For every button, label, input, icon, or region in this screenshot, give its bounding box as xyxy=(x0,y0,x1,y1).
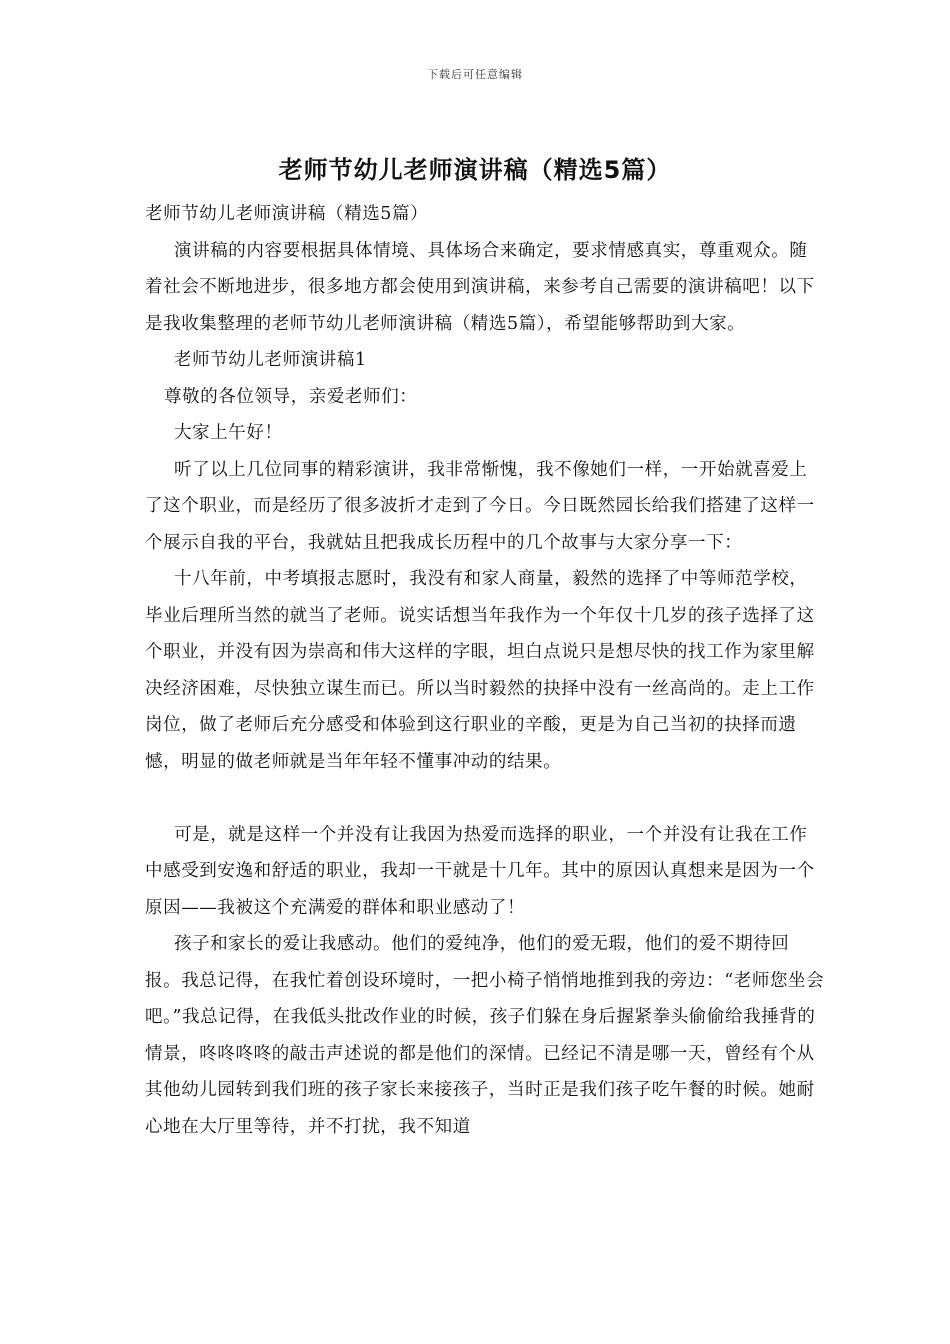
body-paragraph: 孩子和家长的爱让我感动。他们的爱纯净，他们的爱无瑕，他们的爱不期待回报。我总记得，在我忙着创设环境时，一把小椅子悄悄地推到我的旁边：“老师您坐会吧。”我总记得，在我低头批改作业的时候，孩子们躲在身后握紧拳头偷偷给我捶背的情景，咚咚咚咚的敲击声述说的都是他们的深情。已经记不清是哪一天，曾经有个从其他幼儿园转到我们班的孩子家长来接孩子，当时正是我们孩子吃午餐的时候。她耐心地在大厅里等待，并不打扰，我不知道 xyxy=(145,934,825,1137)
salutation: 尊敬的各位领导，亲爱老师们： xyxy=(164,386,418,407)
intro-paragraph: 演讲稿的内容要根据具体情境、具体场合来确定，要求情感真实，尊重观众。随着社会不断地进步，很多地方都会使用到演讲稿，来参考自己需要的演讲稿吧！以下是我收集整理的老师节幼儿老师演讲稿（精选5篇），希望能够帮助到大家。 xyxy=(145,240,815,334)
section-heading: 老师节幼儿老师演讲稿1 xyxy=(174,350,367,370)
document-title: 老师节幼儿老师演讲稿（精选5篇） xyxy=(278,156,672,184)
body-paragraph: 可是，就是这样一个并没有让我因为热爱而选择的职业，一个并没有让我在工作中感受到安逸和舒适的职业，我却一干就是十几年。其中的原因认真想来是因为一个原因——我被这个充满爱的群体和职业感动了！ xyxy=(145,824,815,918)
document-subtitle: 老师节幼儿老师演讲稿（精选5篇） xyxy=(145,204,429,224)
document-body xyxy=(145,196,825,1145)
paragraph-spacer xyxy=(145,780,825,817)
greeting: 大家上午好！ xyxy=(174,423,283,443)
body-paragraph: 十八年前，中考填报志愿时，我没有和家人商量，毅然的选择了中等师范学校，毕业后理所当然的就当了老师。说实话想当年我作为一个年仅十几岁的孩子选择了这个职业，并没有因为崇高和伟大这样的字眼，坦白点说只是想尽快的找工作为家里解决经济困难，尽快独立谋生而已。所以当时毅然的抉择中没有一丝高尚的。走上工作岗位，做了老师后充分感受和体验到这行职业的辛酸，更是为自己当初的抉择而遗憾，明显的做老师就是当年年轻不懂事冲动的结果。 xyxy=(145,569,815,772)
header-note: 下载后可任意编辑 xyxy=(427,68,523,81)
body-paragraph: 听了以上几位同事的精彩演讲，我非常惭愧，我不像她们一样，一开始就喜爱上了这个职业，而是经历了很多波折才走到了今日。今日既然园长给我们搭建了这样一个展示自我的平台，我就姑且把我成长历程中的几个故事与大家分享一下： xyxy=(145,459,815,553)
